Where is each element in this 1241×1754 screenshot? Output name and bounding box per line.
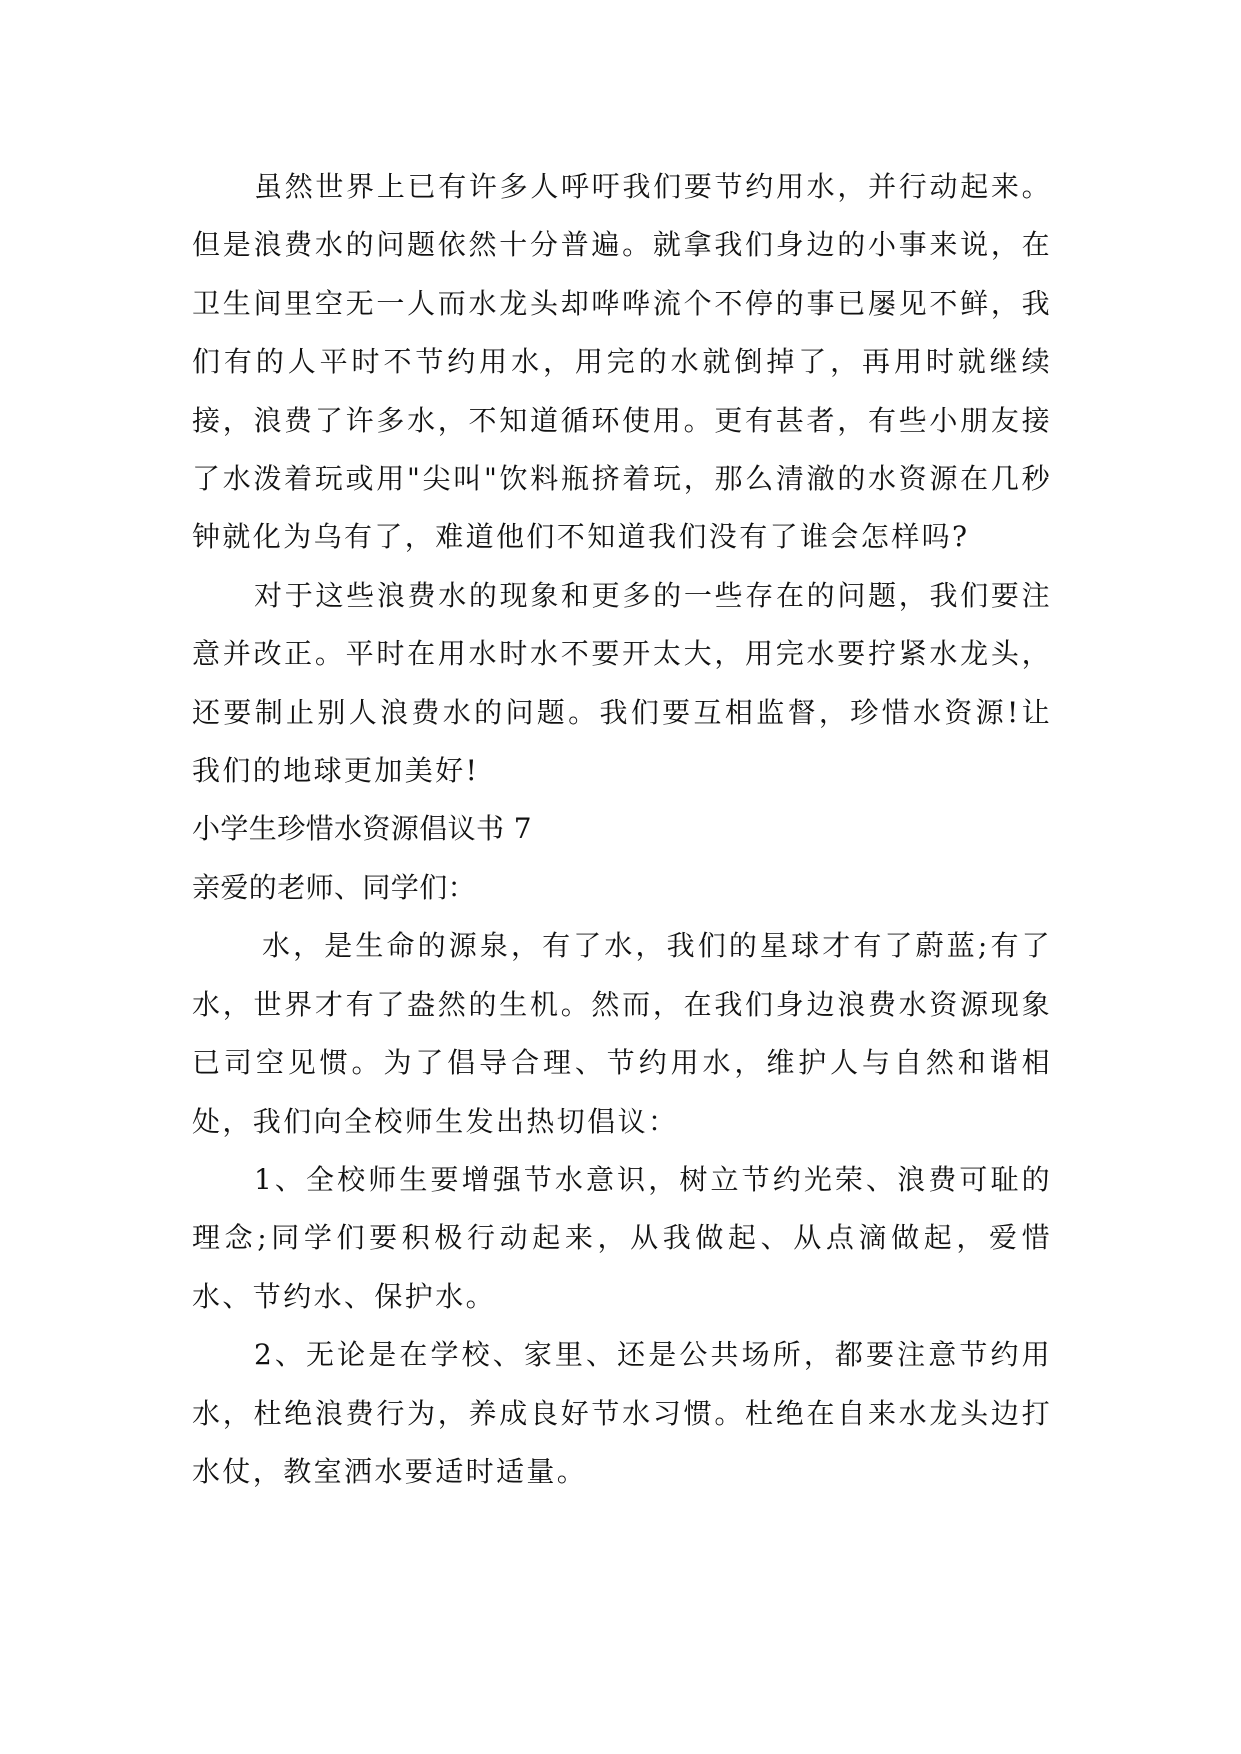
section-title: 小学生珍惜水资源倡议书 7	[192, 812, 532, 846]
proposal-item-2: 2、无论是在学校、家里、还是公共场所，都要注意节约用水，杜绝浪费行为，养成良好节水习惯。杜绝在自来水龙头边打水仗，教室洒水要适时适量。	[192, 1338, 1052, 1488]
greeting: 亲爱的老师、同学们：	[192, 870, 477, 904]
paragraph-water-waste: 虽然世界上已有许多人呼吁我们要节约用水，并行动起来。但是浪费水的问题依然十分普遍。就拿我们身边的小事来说，在卫生间里空无一人而水龙头却哗哗流个不停的事已屡见不鲜，我们有的人平时不节约用水，用完的水就倒掉了，再用时就继续接，浪费了许多水，不知道循环使用。更有甚者，有些小朋友接了水泼着玩或用"尖叫"饮料瓶挤着玩，那么清澈的水资源在几秒钟就化为乌有了，难道他们不知道我们没有了谁会怎样吗?	[192, 170, 1052, 554]
paragraph-water-intro: 水，是生命的源泉，有了水，我们的星球才有了蔚蓝;有了水，世界才有了盎然的生机。然而，在我们身边浪费水资源现象已司空见惯。为了倡导合理、节约用水，维护人与自然和谐相处，我们向全校师生发出热切倡议：	[192, 929, 1052, 1138]
paragraph-correction: 对于这些浪费水的现象和更多的一些存在的问题，我们要注意并改正。平时在用水时水不要开太大，用完水要拧紧水龙头，还要制止别人浪费水的问题。我们要互相监督，珍惜水资源!让我们的地球更加美好!	[192, 578, 1052, 788]
proposal-item-1: 1、全校师生要增强节水意识，树立节约光荣、浪费可耻的理念;同学们要积极行动起来，从我做起、从点滴做起，爱惜水、节约水、保护水。	[192, 1162, 1052, 1313]
document-body	[192, 158, 1052, 1501]
